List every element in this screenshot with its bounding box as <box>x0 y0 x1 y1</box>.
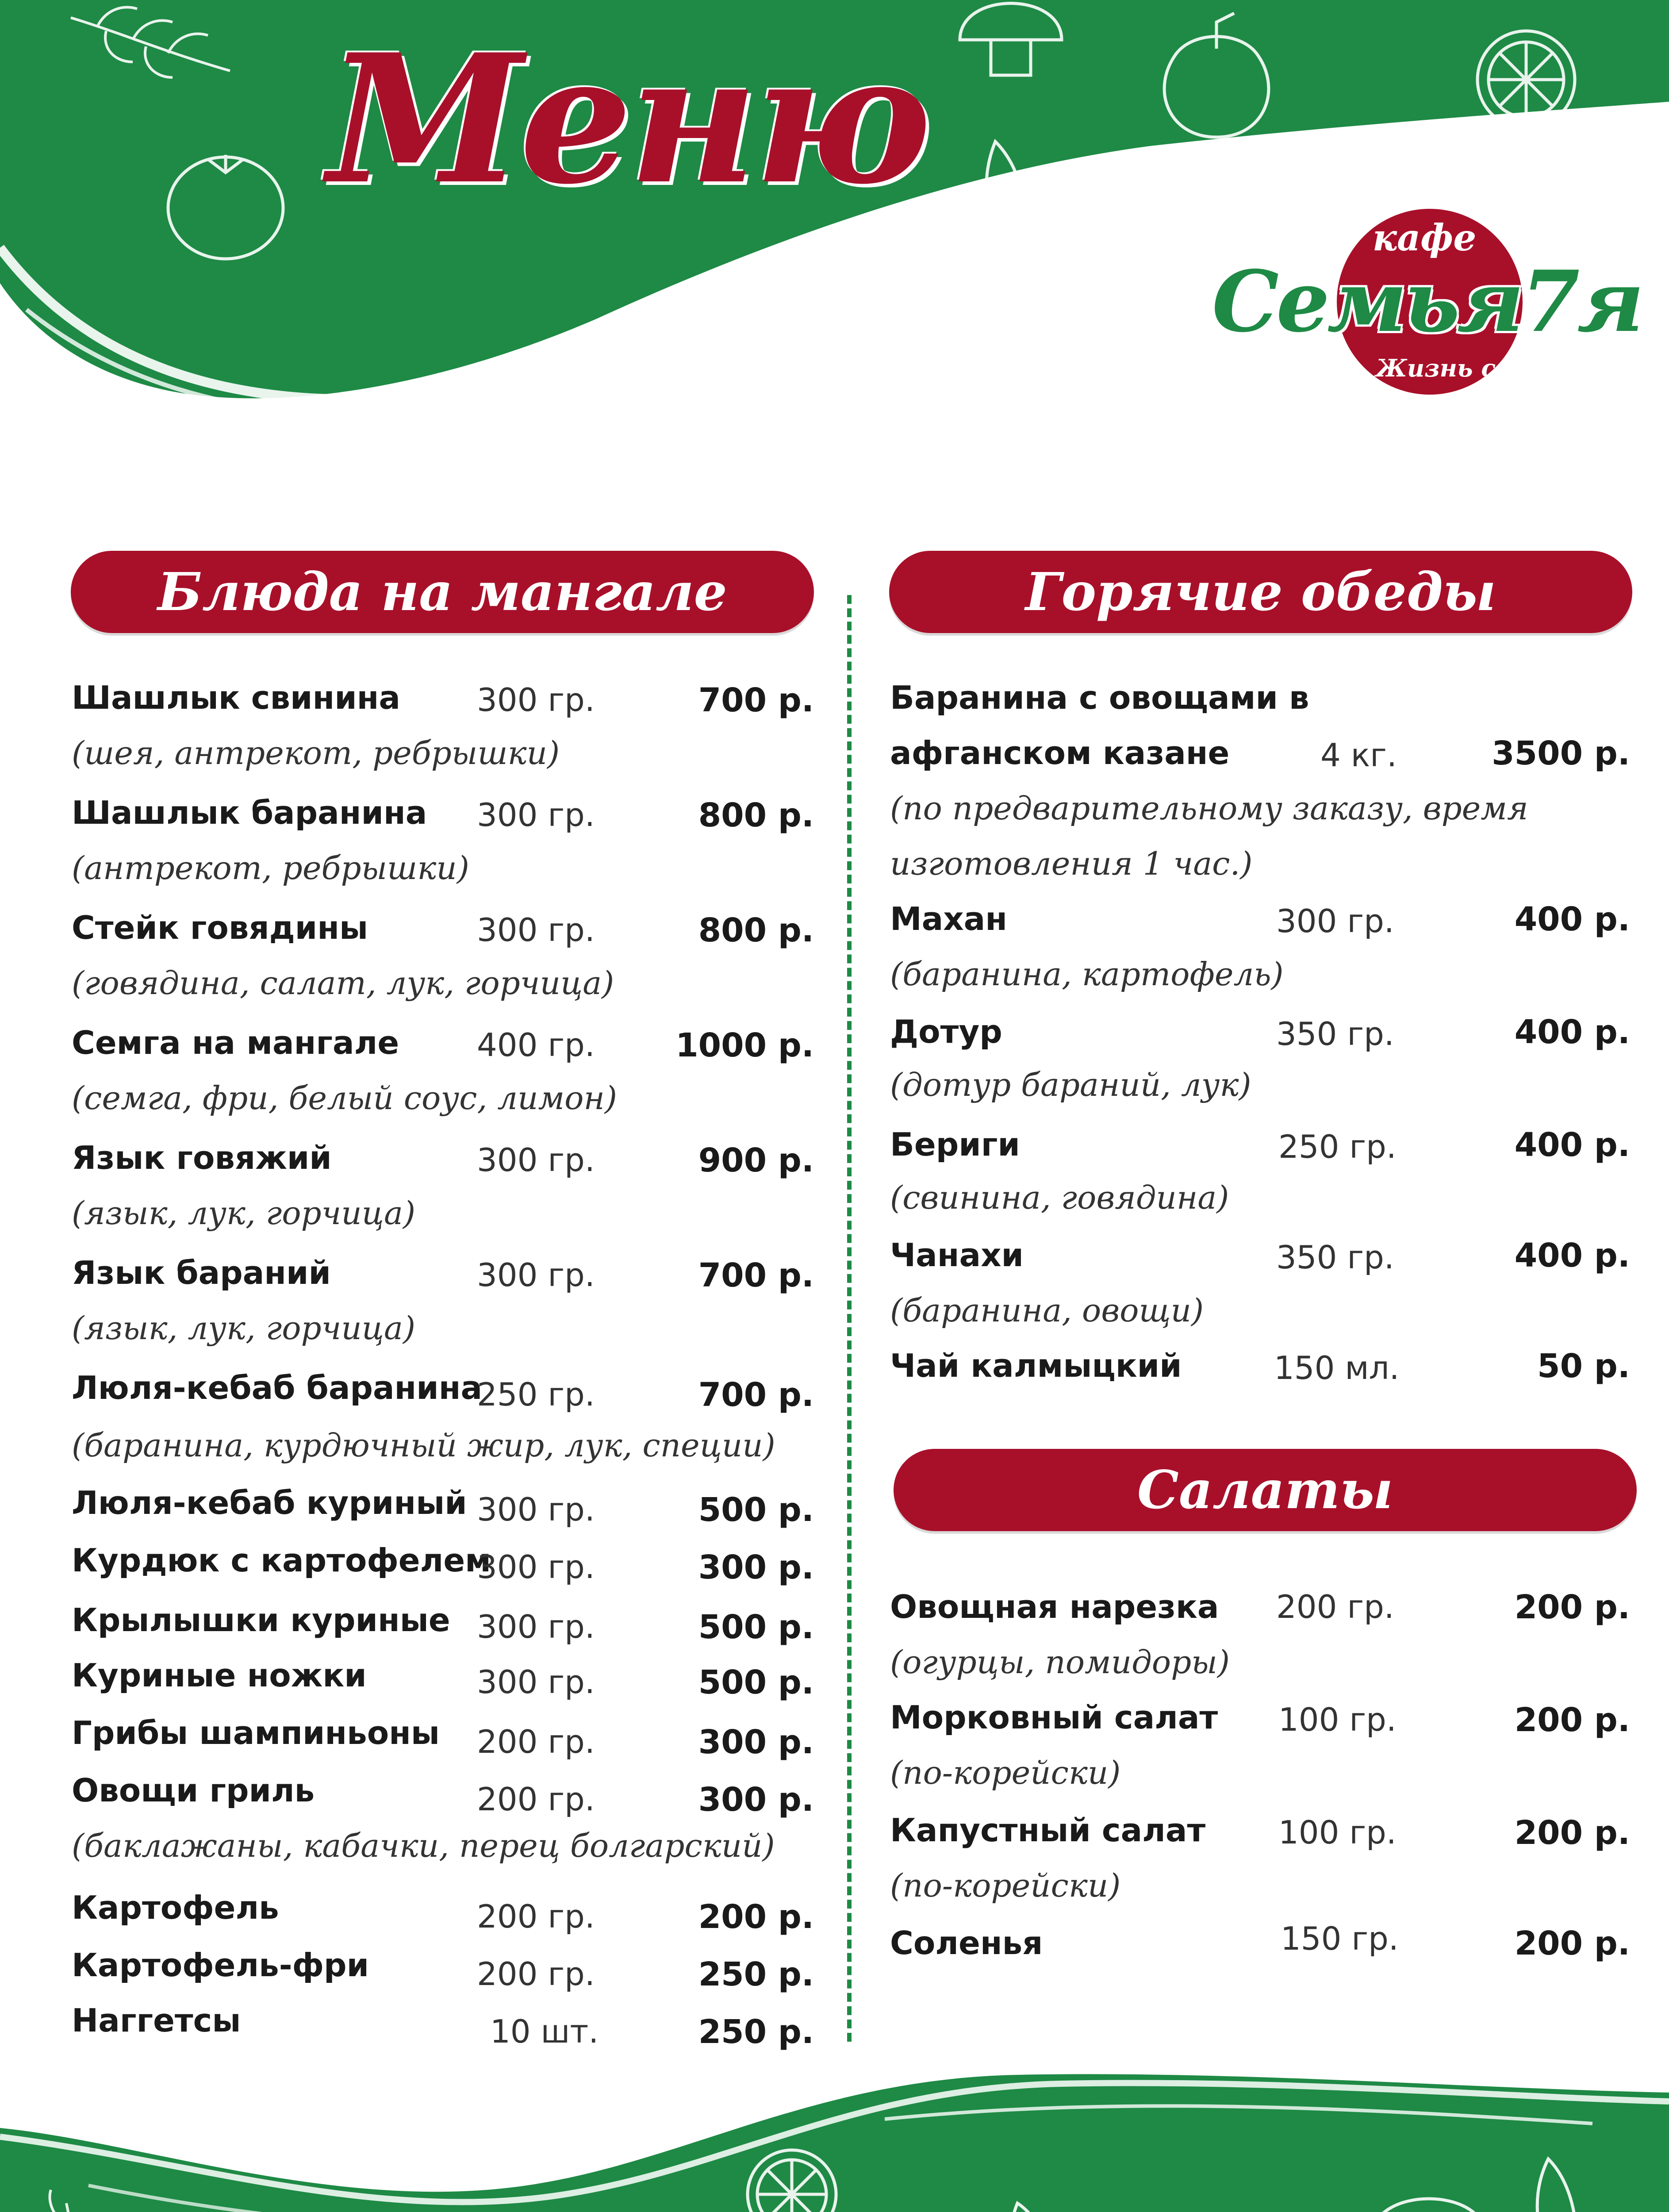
menu-item-weight: 300 гр. <box>477 1608 595 1645</box>
menu-item-weight: 300 гр. <box>1276 902 1394 940</box>
menu-item-description: (язык, лук, горчица) <box>72 1310 416 1347</box>
menu-item-weight: 150 мл. <box>1274 1349 1400 1386</box>
menu-item-weight: 200 гр. <box>477 1955 595 1993</box>
menu-item-name: Семга на мангале <box>72 1024 399 1061</box>
menu-item-price: 400 р. <box>1514 1013 1630 1051</box>
menu-item-description: (баранина, овощи) <box>890 1292 1204 1329</box>
menu-item-weight: 300 гр. <box>477 796 595 833</box>
column-divider <box>847 595 852 2042</box>
menu-item-weight: 350 гр. <box>1276 1239 1394 1276</box>
menu-item-description: (язык, лук, горчица) <box>72 1194 416 1232</box>
menu-item-name: Наггетсы <box>72 2002 241 2039</box>
menu-item-price: 700 р. <box>698 1256 814 1294</box>
menu-item-description: (свинина, говядина) <box>890 1179 1229 1216</box>
menu-item-name: Стейк говядины <box>72 909 368 946</box>
menu-item-name: Дотур <box>890 1013 1002 1050</box>
menu-item-name: Баранина с овощами в <box>890 679 1309 716</box>
menu-item-price: 500 р. <box>698 1663 814 1701</box>
menu-item-price: 200 р. <box>1514 1814 1630 1852</box>
menu-item-description: (баранина, курдючный жир, лук, специи) <box>72 1427 775 1464</box>
menu-item-price: 300 р. <box>698 1781 814 1819</box>
menu-item-name: Курдюк с картофелем <box>72 1542 491 1579</box>
menu-item-price: 800 р. <box>698 796 814 834</box>
cafe-logo <box>1212 204 1642 416</box>
menu-item-name-cont: афганском казане <box>890 734 1230 772</box>
menu-item-price: 50 р. <box>1537 1347 1630 1385</box>
menu-item-price: 3500 р. <box>1492 734 1630 772</box>
menu-item-price: 500 р. <box>698 1491 814 1529</box>
menu-item-description: (говядина, салат, лук, горчица) <box>72 964 614 1002</box>
menu-item-description: (семга, фри, белый соус, лимон) <box>72 1079 617 1117</box>
menu-item-price: 900 р. <box>698 1141 814 1179</box>
menu-item-weight: 300 гр. <box>477 681 595 718</box>
section-title-grill: Блюда на мангале <box>157 561 727 622</box>
menu-item-description: (антрекот, ребрышки) <box>72 849 469 887</box>
menu-item-weight: 400 гр. <box>477 1026 595 1064</box>
menu-item-weight: 300 гр. <box>477 1548 595 1586</box>
menu-item-description: (огурцы, помидоры) <box>890 1644 1230 1681</box>
menu-item-name: Язык говяжий <box>72 1139 332 1176</box>
menu-item-name: Шашлык свинина <box>72 679 400 716</box>
section-title-hot: Горячие обеды <box>1025 561 1496 622</box>
menu-item-price: 300 р. <box>698 1723 814 1761</box>
logo-slogan: Жизнь со вкусом! <box>1376 354 1630 382</box>
menu-item-description: (по-корейски) <box>890 1754 1121 1791</box>
menu-item-name: Чанахи <box>890 1237 1024 1274</box>
menu-item-weight: 100 гр. <box>1278 1701 1397 1738</box>
menu-item-weight: 300 гр. <box>477 1256 595 1294</box>
menu-item-price: 200 р. <box>698 1898 814 1936</box>
menu-item-weight: 300 гр. <box>477 1663 595 1701</box>
menu-item-name: Люля-кебаб куриный <box>72 1484 467 1521</box>
menu-item-price: 200 р. <box>1514 1701 1630 1739</box>
menu-item-weight: 4 кг. <box>1320 737 1397 774</box>
menu-item-weight: 10 шт. <box>490 2013 599 2050</box>
menu-item-weight: 200 гр. <box>477 1898 595 1935</box>
menu-item-weight: 200 гр. <box>1276 1588 1394 1625</box>
menu-item-price: 250 р. <box>698 1955 814 1993</box>
menu-item-price: 400 р. <box>1514 1237 1630 1275</box>
menu-item-weight: 100 гр. <box>1278 1814 1397 1851</box>
menu-item-price: 200 р. <box>1514 1924 1630 1962</box>
section-header-grill <box>71 551 814 633</box>
menu-item-price: 250 р. <box>698 2013 814 2051</box>
menu-item-name: Картофель <box>72 1889 279 1926</box>
menu-item-price: 700 р. <box>698 681 814 719</box>
menu-item-name: Овощная нарезка <box>890 1588 1219 1625</box>
menu-item-name: Шашлык баранина <box>72 794 427 831</box>
menu-item-weight: 200 гр. <box>477 1723 595 1760</box>
menu-item-name: Морковный салат <box>890 1699 1218 1736</box>
menu-item-description: (баранина, картофель) <box>890 956 1284 993</box>
section-header-hot <box>889 551 1632 633</box>
menu-item-price: 700 р. <box>698 1376 814 1414</box>
menu-item-name: Грибы шампиньоны <box>72 1714 440 1751</box>
menu-item-name: Соленья <box>890 1924 1043 1962</box>
menu-item-price: 400 р. <box>1514 1126 1630 1164</box>
menu-item-description: (по-корейски) <box>890 1867 1121 1904</box>
menu-item-name: Крылышки куриные <box>72 1601 450 1639</box>
menu-item-price: 200 р. <box>1514 1588 1630 1626</box>
menu-item-price: 400 р. <box>1514 900 1630 938</box>
page-title: Меню <box>327 15 928 223</box>
mushroom-small-icon <box>655 360 734 416</box>
section-header-salads <box>894 1449 1637 1531</box>
menu-item-weight: 200 гр. <box>477 1781 595 1818</box>
section-title-salads: Салаты <box>1137 1459 1393 1521</box>
menu-item-weight: 300 гр. <box>477 1491 595 1528</box>
menu-item-weight: 300 гр. <box>477 911 595 949</box>
footer-green-wave <box>0 2070 1669 2212</box>
menu-item-name: Махан <box>890 900 1008 937</box>
menu-item-price: 500 р. <box>698 1608 814 1646</box>
menu-item-description: (баклажаны, кабачки, перец болгарский) <box>72 1827 775 1864</box>
lemon-slice-icon <box>1477 31 1575 128</box>
menu-item-description: (по предварительному заказу, время <box>890 790 1528 827</box>
menu-item-name: Люля-кебаб баранина <box>72 1369 483 1406</box>
menu-item-name: Язык бараний <box>72 1254 331 1291</box>
menu-item-name: Капустный салат <box>890 1812 1206 1849</box>
menu-item-price: 1000 р. <box>675 1026 814 1064</box>
menu-item-price: 300 р. <box>698 1548 814 1586</box>
menu-item-name: Чай калмыцкий <box>890 1347 1182 1384</box>
menu-item-weight: 250 гр. <box>1278 1128 1397 1165</box>
menu-item-weight: 250 гр. <box>477 1376 595 1413</box>
menu-item-description: (дотур бараний, лук) <box>890 1066 1251 1103</box>
menu-item-weight: 150 гр. <box>1281 1920 1399 1957</box>
menu-item-weight: 300 гр. <box>477 1141 595 1179</box>
menu-item-name: Куриные ножки <box>72 1657 367 1694</box>
logo-cafe-label: кафе <box>1372 217 1477 259</box>
menu-item-name: Бериги <box>890 1126 1020 1163</box>
menu-item-price: 800 р. <box>698 911 814 949</box>
menu-item-description-cont: изготовления 1 час.) <box>890 845 1253 882</box>
menu-item-name: Овощи гриль <box>72 1772 315 1809</box>
menu-item-description: (шея, антрекот, ребрышки) <box>72 734 560 772</box>
logo-cafe-name: Семья7я <box>1212 252 1642 351</box>
menu-item-weight: 350 гр. <box>1276 1015 1394 1052</box>
menu-item-name: Картофель-фри <box>72 1947 369 1984</box>
